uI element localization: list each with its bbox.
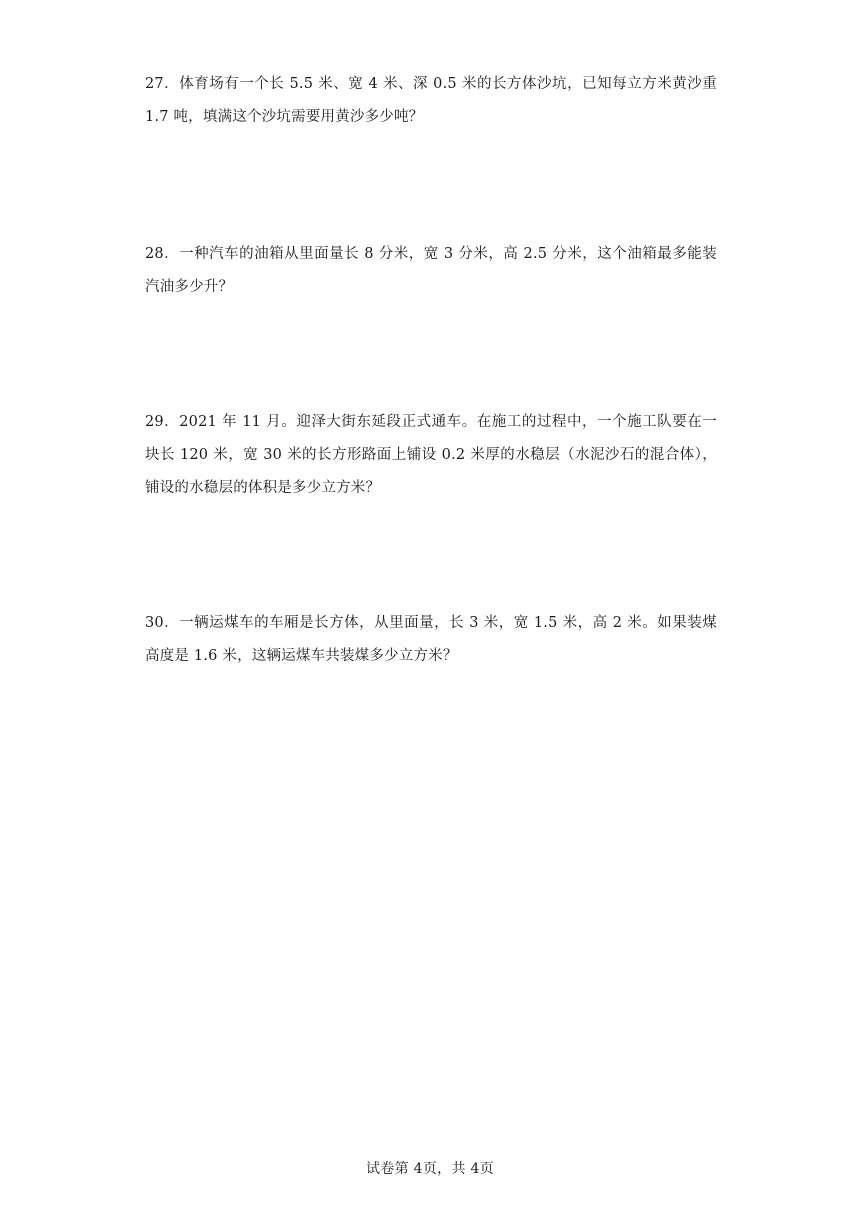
question-30: 30．一辆运煤车的车厢是长方体，从里面量，长 3 米，宽 1.5 米，高 2 米。如果装煤高度是 1.6 米，这辆运煤车共装煤多少立方米？ <box>145 615 717 664</box>
question-29: 29．2021 年 11 月。迎泽大街东延段正式通车。在施工的过程中，一个施工队要在一块长 120 米，宽 30 米的长方形路面上铺设 0.2 米厚的水稳层（水泥沙石的混合体），铺设的水稳层的体积是多少立方米？ <box>145 414 717 496</box>
question-28: 28．一种汽车的油箱从里面量长 8 分米，宽 3 分米，高 2.5 分米，这个油箱最多能装汽油多少升？ <box>145 246 717 295</box>
page-footer: 试卷第 4页，共 4页 <box>365 1161 494 1177</box>
question-27: 27．体育场有一个长 5.5 米、宽 4 米、深 0.5 米的长方体沙坑，已知每立方米黄沙重 1.7 吨，填满这个沙坑需要用黄沙多少吨？ <box>145 76 717 125</box>
